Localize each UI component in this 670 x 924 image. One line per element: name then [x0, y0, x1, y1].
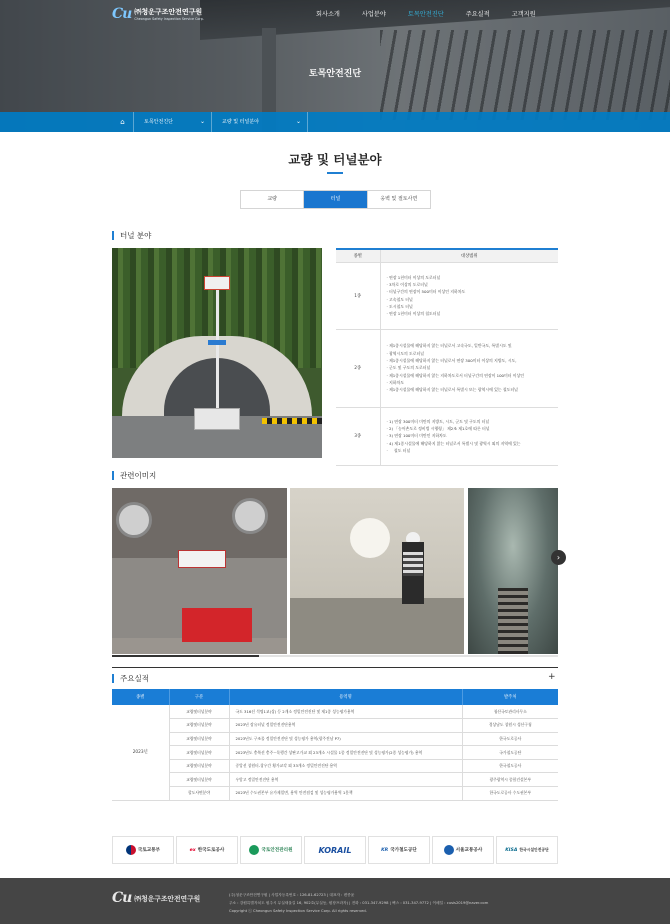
grade-cell: 1종 [336, 262, 380, 329]
slider-progress [112, 655, 558, 657]
title-underline [327, 172, 343, 174]
kalis-icon [249, 845, 259, 855]
hero-title: 토목안전진단 [308, 69, 362, 79]
partner-logo[interactable]: 서울교통공사 [432, 836, 494, 864]
table-row [112, 746, 558, 760]
type-cell: 교량및터널분야 [169, 732, 229, 746]
table-row [112, 787, 558, 801]
scope-cell: · 1) 연장 300미터 미만의 지방도, 시도, 군도 및 구도의 터널 · 2) 「농어촌도로 정비법 시행령」 제2조 제1호에 따른 터널 · 3) 연장 100미터 미만인 지하차도 · 4) 제1종시설물에 해당하지 않는 터널로서 특별시 및 광역시 외의 지역에 있는 · 철도 터널 [380, 407, 558, 465]
year-cell: 2023년 [112, 705, 169, 800]
client-cell: 한국도로공사 수도권본부 [462, 787, 558, 801]
col-grade: 종별 [336, 249, 380, 262]
nav-civil-safety[interactable]: 토목안전진단 [407, 11, 444, 18]
nav-company[interactable]: 회사소개 [316, 11, 340, 18]
category-tabs [240, 190, 431, 209]
type-cell: 교량및터널분야 [169, 719, 229, 733]
project-cell: 우암고 정밀안전진단 용역 [229, 773, 462, 787]
project-cell: 2023년 수도권본부 유가제밀면, 용역 안전점검 및 성능평가용역 1분책 [229, 787, 462, 801]
site-logo[interactable] [112, 6, 204, 22]
site-footer [0, 878, 670, 924]
logo-en: Cheongun Safety Inspection Service Corp. [134, 17, 204, 21]
scope-cell: · 연장 1천미터 이상의 도로터널 · 3차로 이상의 도로터널 · 터널구간의 연장이 500미터 이상인 지하차도 · 고속철도 터널 · 도시철도 터널 · 연장 1천미터 이상의 철도터널 [380, 262, 558, 329]
partner-logo[interactable]: KISA 한국시설안전공단 [496, 836, 558, 864]
tunnel-inspection-photo [112, 248, 322, 458]
seoul-metro-icon [444, 845, 454, 855]
col-scope: 대상범위 [380, 249, 558, 262]
project-cell: 2023년 장유터널 정밀안전진단용역 [229, 719, 462, 733]
project-cell: 2023년도 충북선 충주~목행간 상판고가교 외 23개소 시설물 1종 정밀안전진단 및 성능평가(2종 성능평가) 용역 [229, 746, 462, 760]
client-cell: 국가철도공단 [462, 746, 558, 760]
client-cell: 한국철도공사 [462, 759, 558, 773]
tunnel-heading: 터널 분야 [112, 231, 151, 240]
chevron-right-icon[interactable]: › [551, 550, 566, 565]
table-row [112, 759, 558, 773]
table-row [112, 773, 558, 787]
tunnel-class-table [336, 248, 558, 466]
type-cell: 할도사면분야 [169, 787, 229, 801]
tab-bridge[interactable]: 교량 [241, 191, 304, 208]
partner-logo[interactable]: KR 국가철도공단 [368, 836, 430, 864]
plus-icon[interactable]: + [548, 672, 556, 682]
achievements-table [112, 689, 558, 801]
table-row [112, 732, 558, 746]
nav-support[interactable]: 고객지원 [511, 11, 536, 18]
site-header [0, 0, 670, 28]
footer-logo: Cu ㈜청운구조안전연구원 [112, 890, 201, 906]
partner-logo[interactable]: ex 한국도로공사 [176, 836, 238, 864]
partner-logos [112, 836, 558, 864]
type-cell: 교량및터널분야 [169, 746, 229, 760]
main-nav [305, 0, 547, 28]
project-cell: 국도 316선 석명1교(상) 등 2개소 정밀안전진단 및 제1종 성능평가용역 [229, 705, 462, 719]
nav-business[interactable]: 사업분야 [361, 11, 386, 18]
breadcrumb-level1[interactable]: 토목안전진단 ⌄ [134, 112, 212, 132]
col-client: 발주처 [462, 689, 558, 705]
tab-tunnel[interactable]: 터널 [304, 191, 367, 208]
chevron-down-icon: ⌄ [295, 118, 301, 125]
breadcrumb [0, 112, 670, 132]
footer-info: (주)청운구조안전연구원 | 사업자등록번호 : 126-81-62723 | 대표자 : 변종윤 주소 : 강원특별자치도 원주시 무실새울길 16, 902호(무실동, 원장프라자) | 전화 : 031-347-9298 | 팩스 : 031-347-9772 | 이메일 : cusis2019@naver.com Copyright ⓒ Cheongun Safety Inspection Service Corp. All rights reserved. [229, 893, 489, 913]
col-year: 종별 [112, 689, 169, 705]
partner-logo[interactable]: 국토교통부 [112, 836, 174, 864]
related-photo-2[interactable] [290, 488, 464, 654]
col-project: 용역명 [229, 689, 462, 705]
logo-mark: Cu [112, 6, 132, 22]
col-type: 구분 [169, 689, 229, 705]
related-photo-1[interactable] [112, 488, 287, 654]
type-cell: 교량및터널분야 [169, 705, 229, 719]
project-cell: 2023년도 구조물 정밀안전진단 및 성능평가 용역(광주전남 P7) [229, 732, 462, 746]
related-photo-3[interactable] [468, 488, 558, 654]
achievements-heading: 주요실적 [112, 674, 149, 683]
tab-retaining-wall[interactable]: 옹벽 및 절토사면 [368, 191, 430, 208]
type-cell: 교량및터널분야 [169, 759, 229, 773]
client-cell: 청산국토관리사무소 [462, 705, 558, 719]
grade-cell: 2종 [336, 329, 380, 407]
client-cell: 경상남도 창원시 성산구청 [462, 719, 558, 733]
project-cell: 중앙선 창원터-창우간 횡가교각 외 33개소 정밀안전진단 용역 [229, 759, 462, 773]
chevron-down-icon: ⌄ [199, 118, 205, 125]
table-row [112, 719, 558, 733]
slider-progress-fill [112, 655, 259, 657]
client-cell: 한국도로공사 [462, 732, 558, 746]
nav-achievements[interactable]: 주요실적 [465, 11, 490, 18]
grade-cell: 3종 [336, 407, 380, 465]
partner-logo[interactable]: 국토안전관리원 [240, 836, 302, 864]
partner-logo[interactable]: KORAIL [304, 836, 366, 864]
related-heading: 관련이미지 [112, 471, 156, 480]
client-cell: 광주광역시 종합건설본부 [462, 773, 558, 787]
page-title: 교량 및 터널분야 [288, 152, 382, 167]
type-cell: 교량및터널분야 [169, 773, 229, 787]
breadcrumb-level2[interactable]: 교량 및 터널분야 ⌄ [212, 112, 308, 132]
table-row [112, 705, 558, 719]
taegeuk-icon [126, 845, 136, 855]
logo-name: ㈜청운구조안전연구원 [134, 8, 203, 16]
home-icon[interactable]: ⌂ [112, 112, 134, 132]
scope-cell: · 제1종시설물에 해당하지 않는 터널로서 고속국도, 일반국도, 특별시도 및 · 광역시도의 도로터널 · 제1종시설물에 해당하지 않는 터널로서 연장 300미터 이상의 지방도, 시도, · 군도 및 구도의 도로터널 · 제1종시설물에 해당하지 않는 지하차도로서 터널구간의 연장이 100미터 이상인 · 지하차도 · 제1종시설물에 해당하지 않는 터널로서 특별시 또는 광역시에 있는 철도터널 [380, 329, 558, 407]
